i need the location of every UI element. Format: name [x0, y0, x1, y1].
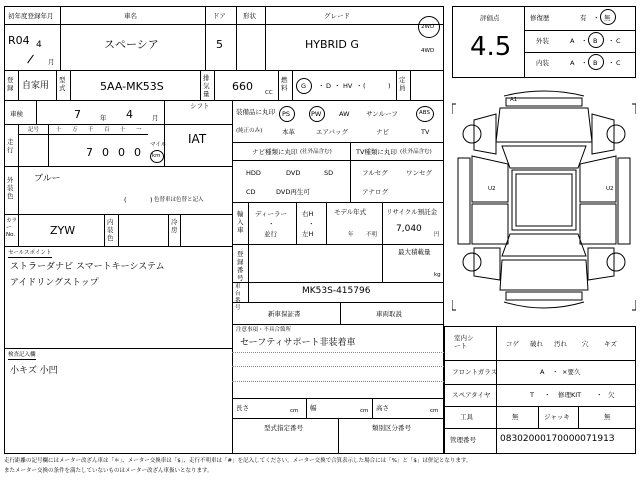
navi-cd: CD: [246, 188, 256, 196]
roof-inner-outline: [516, 174, 572, 226]
import-right: 右H: [302, 210, 314, 218]
divider: [232, 302, 444, 303]
glass-dot: ・: [552, 368, 559, 376]
navi-label-sub: (社外品含む): [300, 149, 332, 155]
footer-line: またメーター交換の条件を満たしていないものはメーター改ざん車扱いとなります。: [4, 468, 213, 474]
divider: [232, 100, 233, 454]
divider: [232, 381, 444, 382]
int-dot: ・: [581, 59, 588, 67]
equip-pw: PW: [311, 110, 322, 118]
drive-2wd: 2WD: [421, 24, 435, 30]
divider: [180, 214, 181, 246]
model-year-unit: 年: [348, 232, 354, 238]
divider: [4, 166, 232, 167]
equip-tv: TV: [421, 128, 430, 136]
door-rear-right-outline: [580, 204, 616, 244]
divider: [326, 202, 327, 244]
sales-line: ストラーダナビ スマートキーシステム: [10, 262, 165, 272]
drive-4wd: 4WD: [421, 48, 435, 54]
divider: [444, 360, 636, 361]
notes-label: 注意事項・不具合箇所: [236, 327, 292, 333]
navi-label: ナビ種類に丸印: [252, 148, 298, 156]
score-label: 評価点: [480, 14, 500, 22]
side-right-outline: [618, 158, 630, 244]
divider: [578, 406, 579, 428]
sales-line: アイドリングストップ: [10, 278, 99, 288]
divider: [232, 324, 444, 325]
tv-fullseg: フルセグ: [362, 169, 388, 177]
fuel-paren: ): [388, 82, 391, 90]
wheel-rear-left-outline: [463, 253, 481, 271]
equip-sunroof: サンルーフ: [366, 110, 398, 118]
jack-label: ジャッキ: [544, 413, 570, 421]
disp-label: 排気量: [203, 74, 210, 98]
divider: [4, 124, 232, 125]
divider: [278, 70, 279, 100]
divider: [232, 142, 444, 143]
repair-dot: ・: [593, 14, 600, 22]
inspector-note: 小キズ 小凹: [10, 366, 58, 376]
model-year-unknown: 不明: [366, 232, 378, 238]
divider: [70, 70, 71, 100]
divider: [4, 100, 444, 101]
import-label: 輸入車: [237, 210, 244, 234]
hood-outline: [496, 108, 592, 142]
divider: [248, 244, 249, 302]
repair-yes: 有: [580, 14, 587, 22]
digit-header: 一: [136, 127, 142, 133]
seat-stain: 汚れ: [554, 340, 567, 348]
width-label: 幅: [310, 404, 317, 412]
divider: [56, 70, 57, 100]
front-panel-outline: [506, 98, 582, 106]
diagram-a1: A1: [510, 97, 518, 103]
digit-header: 百: [104, 127, 110, 133]
fender-right-outline: [592, 114, 614, 154]
divider: [60, 6, 61, 70]
divider: [232, 160, 444, 161]
divider: [382, 244, 383, 282]
footer-line: 走行距離の記号欄にはメーター改ざん車は「＊」、メーター交換車は「$」、走行不明車は「#」を記入してください。メーター交換で合算表示した場合には「%」と「$」は併記となります。: [4, 458, 472, 464]
paren-close: ): [150, 196, 153, 204]
divider: [444, 406, 636, 407]
inspection-label: 車検: [10, 110, 23, 118]
ext-a: A: [570, 37, 575, 45]
new-car-warranty: 新車保証書: [268, 310, 301, 318]
height-label: 高さ: [376, 404, 389, 412]
equip-airbag: エアバッグ: [316, 128, 348, 136]
seat-scratch: キズ: [604, 340, 617, 348]
wheel-rear-right-outline: [607, 253, 625, 271]
cm-unit: cm: [290, 408, 299, 414]
spare-t: T: [530, 391, 534, 399]
mgmt-label: 管理番号: [450, 436, 476, 444]
seat-hole: 穴: [582, 340, 589, 348]
max-load-label: 最大積載量: [398, 248, 431, 256]
color-no-value: ZYW: [50, 224, 76, 237]
mileage-digit: 0: [102, 146, 109, 159]
tv-analog: アナログ: [362, 188, 388, 196]
divider: [118, 214, 119, 246]
repair-no: 無: [604, 14, 611, 22]
inspection-year-unit: 年: [100, 114, 107, 122]
tools-label: 工具: [460, 413, 473, 421]
inspector-label: 検査記入欄: [8, 352, 36, 358]
divider: [205, 6, 206, 70]
digit-header: 万: [72, 127, 78, 133]
divider: [496, 326, 497, 454]
model-label: 型式: [59, 76, 66, 92]
digit-header: 記号: [28, 127, 40, 133]
windshield-outline: [502, 146, 586, 168]
ext-dot: ・: [581, 37, 588, 45]
divider: [524, 30, 636, 31]
divider: [48, 124, 49, 166]
aircon-label: 冷房: [171, 218, 178, 234]
door-front-right-outline: [580, 156, 616, 202]
repaint-note: 色替車は色替と記入: [154, 197, 204, 203]
car-name: スペーシア: [104, 38, 159, 51]
model-year-label: モデル年式: [334, 208, 367, 216]
spare-dot: ・: [544, 391, 551, 399]
front-bumper-outline: [504, 91, 584, 96]
seat-tear: 破れ: [530, 340, 543, 348]
first-reg-label: 初年度登録年月: [8, 12, 54, 20]
roof-outline: [512, 170, 576, 230]
equip-label: 装備品に丸印: [236, 108, 275, 116]
divider: [232, 244, 444, 245]
jack-value: 無: [604, 413, 611, 421]
spare-dot: ・: [596, 391, 603, 399]
int-label: 内装: [536, 59, 549, 67]
import-parallel: 並行: [264, 230, 277, 238]
divider: [306, 398, 307, 418]
divider: [18, 70, 19, 100]
equip-navi: ナビ: [376, 128, 389, 136]
import-dot: ・: [308, 220, 315, 228]
navi-hdd: HDD: [246, 169, 261, 177]
divider: [18, 124, 19, 166]
divider: [382, 202, 383, 244]
model-value: 5AA-MK53S: [100, 80, 164, 93]
class-label: 類別区分番号: [372, 424, 411, 432]
divider: [524, 52, 636, 53]
notes-text: セーフティサポート非装着車: [240, 338, 356, 348]
wheel-front-left-outline: [463, 125, 481, 143]
int-a: A: [570, 59, 575, 67]
door-label: ドア: [213, 12, 226, 20]
divider: [18, 166, 19, 214]
divider: [232, 366, 444, 367]
seat-label: 室内シート: [454, 334, 474, 350]
mgmt-value: 0830200017000007191З: [500, 434, 615, 444]
equip-ps: PS: [282, 110, 291, 118]
equip-label-sub: (純正のみ): [236, 128, 263, 134]
fuel-label: 燃料: [281, 76, 288, 92]
inspection-month: 4: [126, 108, 133, 121]
divider: [396, 70, 397, 100]
digit-header: 十: [56, 127, 62, 133]
chassis-value: MK53S-415796: [302, 286, 371, 296]
exterior-label: 外装色: [7, 176, 14, 200]
quarter-left-outline: [474, 248, 500, 280]
car-diagram: [452, 84, 636, 324]
ext-label: 外装: [536, 37, 549, 45]
divider: [538, 406, 539, 428]
divider: [296, 202, 297, 244]
divider: [444, 428, 636, 429]
cm-unit: cm: [430, 408, 439, 414]
shift-value: IAT: [188, 132, 207, 146]
rear-window-outline: [502, 234, 586, 256]
reg-label: 登録: [7, 76, 14, 92]
unit-mile: マイル: [150, 142, 167, 148]
tailgate-outline: [500, 260, 588, 290]
inspection-year: 7: [74, 108, 81, 121]
fuel-g: G: [301, 82, 307, 90]
door-front-left-outline: [472, 156, 508, 202]
side-left-outline: [458, 158, 470, 244]
divider: [524, 6, 525, 78]
vehicle-manual: 車両取説: [376, 310, 402, 318]
divider: [4, 24, 444, 25]
divider: [372, 398, 373, 418]
mileage-digit: 7: [86, 146, 93, 159]
disp-value: 660: [232, 80, 253, 93]
fuel-d: D: [326, 82, 332, 90]
digit-header: 十: [120, 127, 126, 133]
divider: [214, 70, 215, 100]
digit-header: 千: [88, 127, 94, 133]
glass-a: A: [540, 368, 545, 376]
divider: [4, 246, 232, 247]
divider: [232, 202, 444, 203]
recycle-label: リサイクル預託金: [386, 208, 438, 216]
int-b: B: [593, 59, 598, 67]
navi-sd: SD: [324, 169, 334, 177]
fuel-dot: ・: [334, 82, 341, 90]
shape-label: 形状: [243, 12, 256, 20]
mileage-digit: 0: [134, 146, 141, 159]
wheel-front-right-outline: [607, 125, 625, 143]
divider: [36, 100, 37, 124]
diagram-u2-left: U2: [488, 186, 496, 192]
length-label: 長さ: [236, 404, 249, 412]
diagram-u2-right: U2: [606, 186, 614, 192]
inspection-month-unit: 月: [152, 114, 159, 122]
divider: [265, 6, 266, 70]
import-dot: ・: [268, 220, 275, 228]
fuel-paren: (: [363, 82, 366, 90]
sales-label: セールスポイント: [8, 250, 52, 256]
divider: [410, 70, 411, 100]
recycle-value: 7,040: [396, 224, 422, 234]
navi-dvd-play: DVD再生可: [276, 188, 310, 196]
divider: [292, 70, 293, 100]
mileage-digit: 0: [118, 146, 125, 159]
mileage-label: 走行: [7, 138, 14, 154]
equip-leather: 本革: [282, 128, 295, 136]
shift-label: シフト: [190, 102, 210, 110]
car-name-label: 車名: [124, 12, 137, 20]
interior-color-label: 内装色: [107, 218, 114, 242]
grade-value: HYBRID G: [305, 38, 359, 51]
color-no-label: カラーNo.: [6, 218, 18, 238]
reg-number-label: 登録番号: [237, 250, 244, 282]
rear-bumper-outline: [504, 302, 584, 308]
tv-label-sub: (社外品含む): [400, 149, 432, 155]
import-left: 左H: [302, 230, 314, 238]
divider: [232, 398, 444, 399]
repair-label: 修復歴: [530, 14, 550, 22]
type-label: 型式指定番号: [264, 424, 303, 432]
first-reg-era: R04: [8, 34, 30, 47]
divider: [236, 6, 237, 70]
tv-oneseg: ワンセグ: [406, 169, 432, 177]
paren-open: (: [124, 196, 127, 204]
disp-unit: CC: [265, 90, 273, 96]
int-dot: ・: [608, 59, 615, 67]
ext-dot: ・: [608, 37, 615, 45]
seat-burn: コゲ: [506, 340, 519, 348]
glass-replace: ×要久: [562, 368, 581, 376]
divider: [350, 142, 351, 202]
divider: [18, 134, 148, 135]
divider: [338, 418, 339, 454]
door-count: 5: [216, 38, 223, 51]
corner-brackets-outline: [452, 104, 636, 310]
fuel-hv: HV: [343, 82, 353, 90]
divider: [232, 282, 444, 283]
import-dealer: ディーラー: [255, 210, 287, 218]
tv-label: TV種類に丸印: [356, 148, 397, 156]
grade-label: グレード: [324, 12, 350, 20]
unit-km: km: [152, 153, 161, 159]
capacity-label: 定員: [399, 76, 406, 92]
divider: [4, 348, 232, 349]
ext-b: B: [593, 37, 598, 45]
score-value: 4.5: [470, 32, 512, 62]
door-rear-left-outline: [472, 204, 508, 244]
divider: [444, 384, 636, 385]
first-reg-month: 4: [36, 40, 42, 50]
equip-aw: AW: [339, 110, 350, 118]
exterior-color: ブルー: [34, 174, 61, 184]
spare-label: スペアタイヤ: [452, 391, 491, 399]
spare-kit: 修理KIT: [558, 391, 582, 399]
divider: [164, 100, 165, 166]
quarter-right-outline: [588, 248, 614, 280]
tools-value: 無: [512, 413, 519, 421]
glass-label: フロントガラス: [452, 368, 498, 376]
yen-unit: 円: [434, 232, 440, 238]
fuel-dot: ・: [356, 82, 363, 90]
divider: [248, 202, 249, 244]
fuel-dot: ・: [318, 82, 325, 90]
rear-panel-outline: [506, 292, 582, 300]
fender-left-outline: [474, 114, 496, 154]
ext-c: C: [616, 37, 621, 45]
month-unit: 月: [48, 58, 55, 66]
chassis-label: 車台番号: [235, 284, 241, 311]
int-c: C: [616, 59, 621, 67]
divider: [232, 352, 444, 353]
spare-none: 欠: [608, 391, 615, 399]
kg-unit: kg: [434, 272, 441, 278]
use-value: 自家用: [22, 81, 50, 91]
divider: [18, 214, 19, 246]
divider: [200, 70, 201, 100]
divider: [104, 214, 105, 246]
navi-dvd: DVD: [286, 169, 301, 177]
equip-abs: ABS: [419, 110, 430, 116]
divider: [168, 214, 169, 246]
cm-unit: cm: [360, 408, 369, 414]
divider: [340, 302, 341, 324]
